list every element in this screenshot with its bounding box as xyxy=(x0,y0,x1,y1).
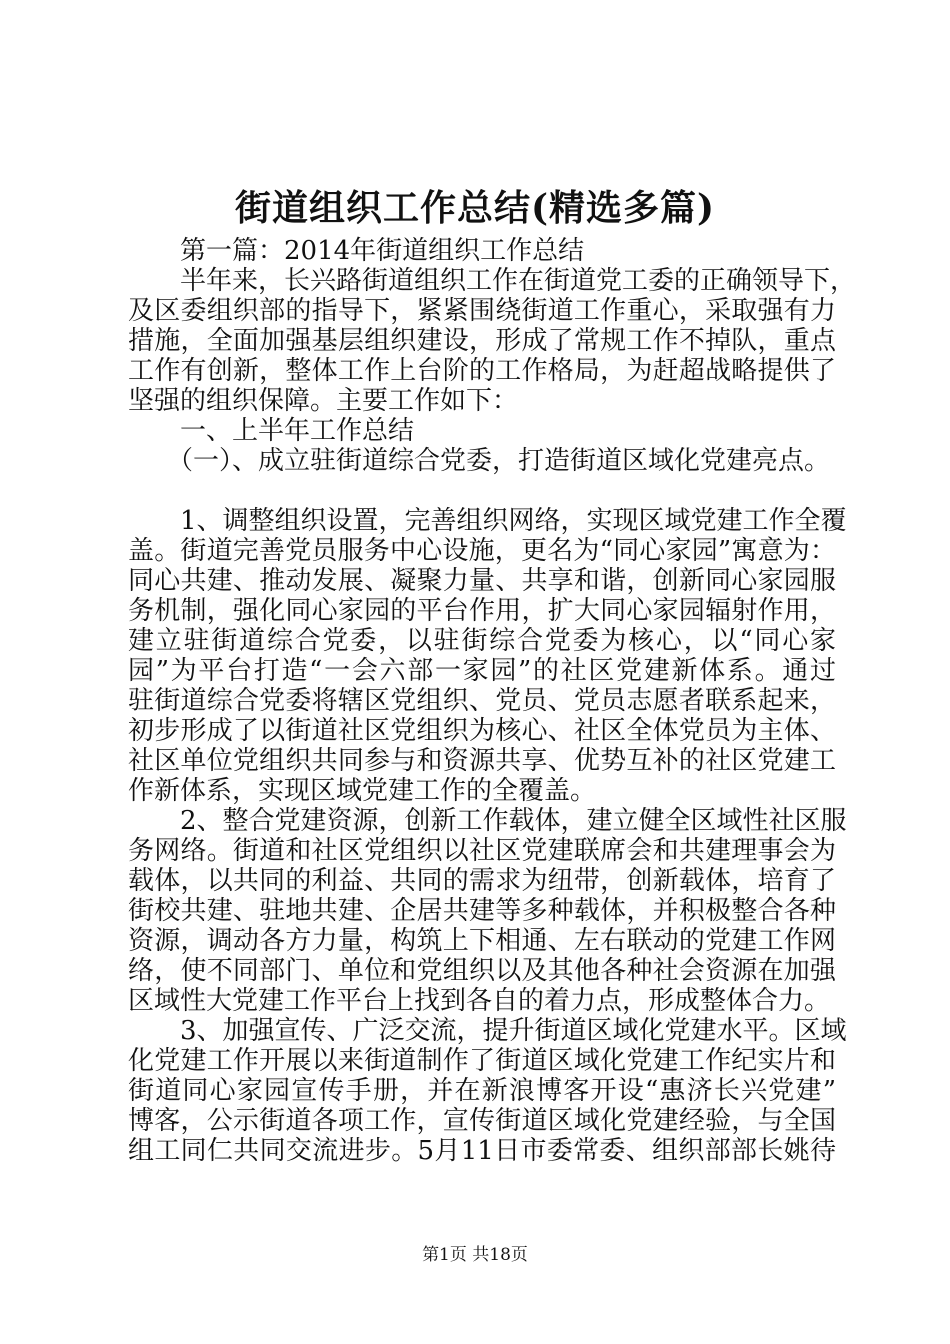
paragraph-line: 2、整合党建资源，创新工作载体，建立健全区域性社区服 xyxy=(128,806,847,836)
page-number-footer: 第1页 共18页 xyxy=(422,1245,528,1265)
paragraph-line: 措施，全面加强基层组织建设，形成了常规工作不掉队，重点 xyxy=(128,326,836,356)
document-body xyxy=(128,236,857,1166)
paragraph-line: 建立驻街道综合党委，以驻街综合党委为核心，以“同心家 xyxy=(128,626,836,656)
paragraph-line: 街道同心家园宣传手册，并在新浪博客开设“惠济长兴党建” xyxy=(128,1076,836,1106)
paragraph-line: 资源，调动各方力量，构筑上下相通、左右联动的党建工作网 xyxy=(128,926,836,956)
paragraph-line: 务网络。街道和社区党组织以社区党建联席会和共建理事会为 xyxy=(128,836,836,866)
paragraph-line: 络，使不同部门、单位和党组织以及其他各种社会资源在加强 xyxy=(128,956,836,986)
paragraph-line: 工作有创新，整体工作上台阶的工作格局，为赶超战略提供了 xyxy=(128,356,836,386)
paragraph-line: 载体，以共同的利益、共同的需求为纽带，创新载体，培育了 xyxy=(128,866,836,896)
subsection-heading: （一）、成立驻街道综合党委，打造街道区域化党建亮点。 xyxy=(128,446,831,476)
paragraph-line: 坚强的组织保障。主要工作如下： xyxy=(128,386,519,416)
paragraph-line: 同心共建、推动发展、凝聚力量、共享和谐，创新同心家园服 xyxy=(128,566,836,596)
paragraph-line: 初步形成了以街道社区党组织为核心、社区全体党员为主体、 xyxy=(128,716,836,746)
paragraph-line: 1、调整组织设置，完善组织网络，实现区域党建工作全覆 xyxy=(128,506,847,536)
subsection-heading: 一、上半年工作总结 xyxy=(128,416,415,446)
paragraph-line: 驻街道综合党委将辖区党组织、党员、党员志愿者联系起来， xyxy=(128,686,836,716)
paragraph-line: 及区委组织部的指导下，紧紧围绕街道工作重心，采取强有力 xyxy=(128,296,836,326)
paragraph-line: 半年来，长兴路街道组织工作在街道党工委的正确领导下， xyxy=(128,266,857,296)
section-heading: 第一篇：2014年街道组织工作总结 xyxy=(128,236,585,266)
paragraph-line: 作新体系，实现区域党建工作的全覆盖。 xyxy=(128,776,597,806)
paragraph-line: 化党建工作开展以来街道制作了街道区域化党建工作纪实片和 xyxy=(128,1046,836,1076)
paragraph-line: 组工同仁共同交流进步。5月11日市委常委、组织部部长姚待 xyxy=(128,1136,836,1166)
paragraph-line: 务机制，强化同心家园的平台作用，扩大同心家园辐射作用， xyxy=(128,596,836,626)
paragraph-line: 3、加强宣传、广泛交流，提升街道区域化党建水平。区域 xyxy=(128,1016,847,1046)
paragraph-line: 区域性大党建工作平台上找到各自的着力点，形成整体合力。 xyxy=(128,986,831,1016)
paragraph-line: 博客，公示街道各项工作，宣传街道区域化党建经验，与全国 xyxy=(128,1106,836,1136)
paragraph-line: 园”为平台打造“一会六部一家园”的社区党建新体系。通过 xyxy=(128,656,836,686)
paragraph-line: 盖。街道完善党员服务中心设施，更名为“同心家园”寓意为： xyxy=(128,536,836,566)
paragraph-line: 街校共建、驻地共建、企居共建等多种载体，并积极整合各种 xyxy=(128,896,836,926)
document-title: 街道组织工作总结(精选多篇) xyxy=(234,187,716,229)
blank-line xyxy=(128,476,836,506)
paragraph-line: 社区单位党组织共同参与和资源共享、优势互补的社区党建工 xyxy=(128,746,836,776)
